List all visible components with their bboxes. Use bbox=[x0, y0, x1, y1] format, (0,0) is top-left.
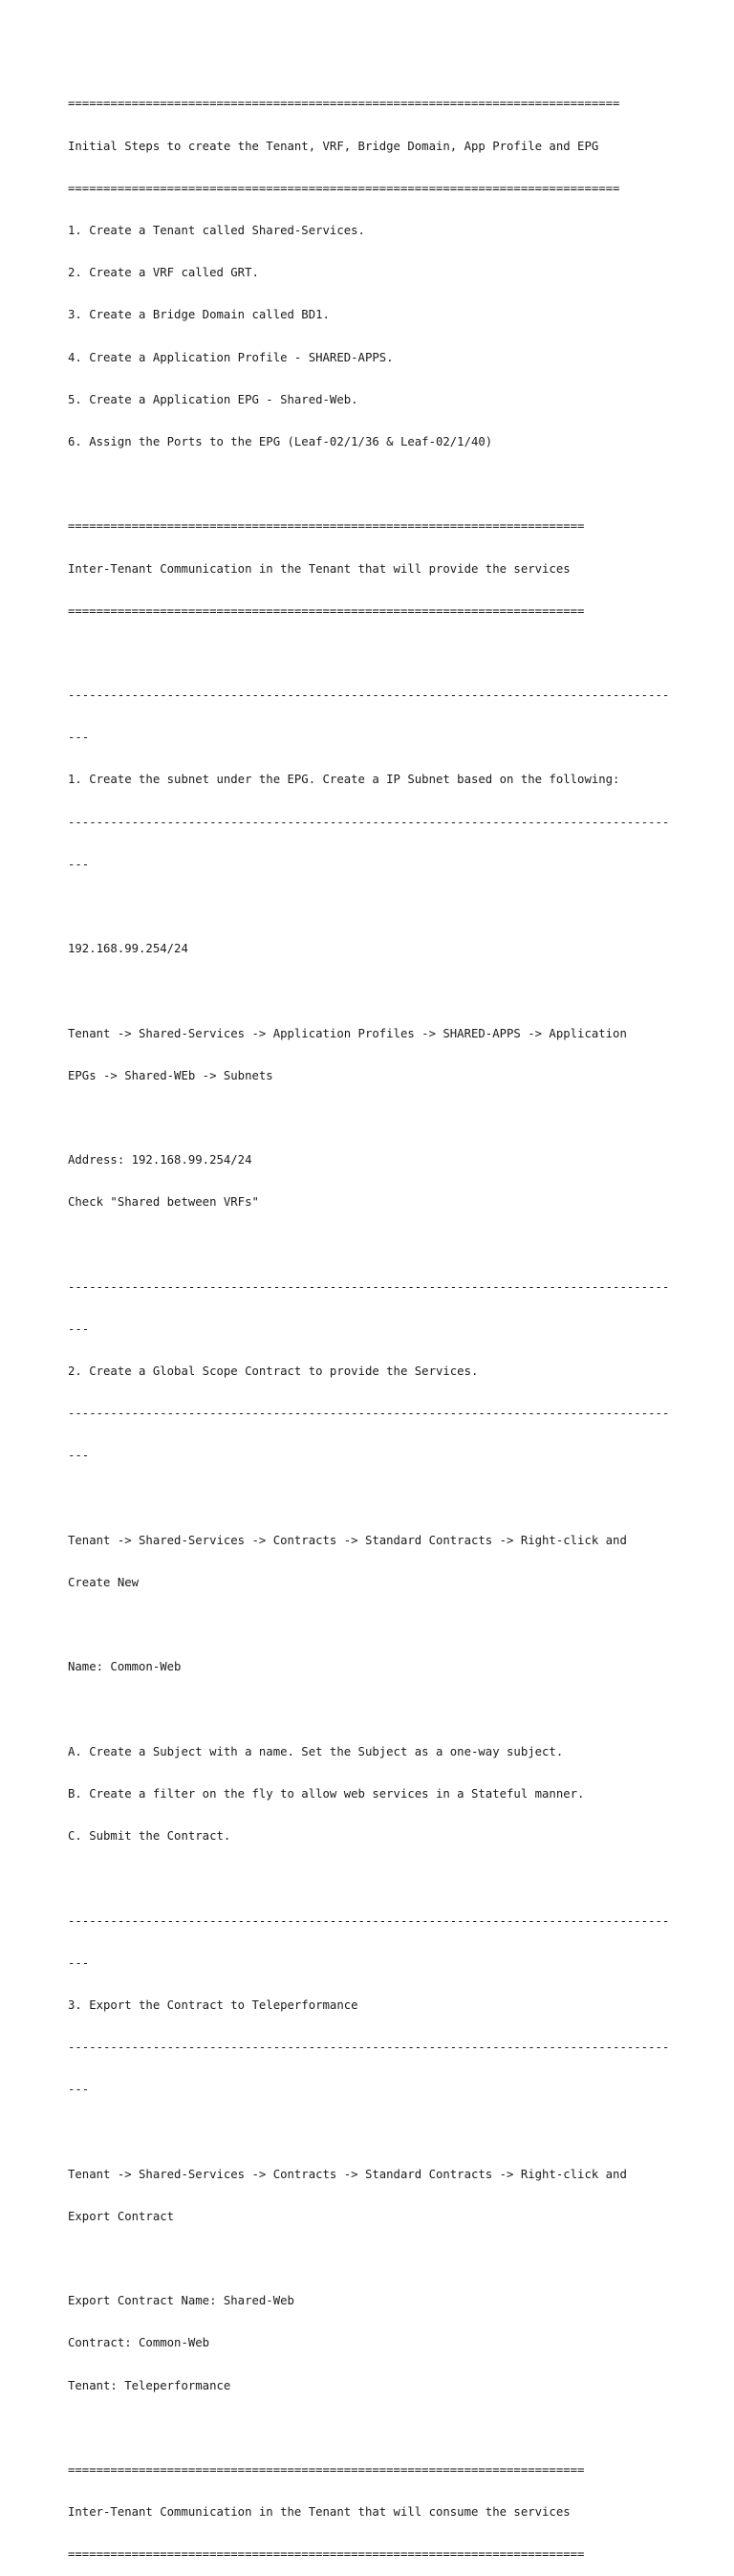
dash-divider-line: ------------------------------------------------------------------------------------- bbox=[68, 2041, 670, 2055]
step-item: 5. Create a Application EPG - Shared-Web. bbox=[68, 392, 358, 406]
blank-line bbox=[68, 477, 718, 491]
section-heading: Initial Steps to create the Tenant, VRF, Bridge Domain, App Profile and EPG bbox=[68, 139, 599, 153]
body-text: Name: Common-Web bbox=[68, 1660, 182, 1674]
dash-divider-line: ------------------------------------------------------------------------------------- bbox=[68, 1407, 670, 1421]
dash-divider-wrap: --- bbox=[68, 857, 90, 871]
divider-line: ============================================================================== bbox=[68, 181, 620, 195]
dash-divider-wrap: --- bbox=[68, 2083, 90, 2097]
blank-line bbox=[68, 2252, 718, 2266]
dash-divider-line: ------------------------------------------------------------------------------------- bbox=[68, 1279, 670, 1294]
dash-divider-wrap: --- bbox=[68, 1321, 90, 1336]
body-text: Contract: Common-Web bbox=[68, 2336, 210, 2350]
navigation-path: Tenant -> Shared-Services -> Application Profiles -> SHARED-APPS -> Application bbox=[68, 1026, 627, 1040]
divider-line: ========================================================================= bbox=[68, 603, 585, 618]
step-item: C. Submit the Contract. bbox=[68, 1829, 231, 1844]
divider-line: ========================================================================= bbox=[68, 2547, 585, 2562]
blank-line bbox=[68, 1703, 718, 1717]
blank-line bbox=[68, 1618, 718, 1632]
step-item: 3. Create a Bridge Domain called BD1. bbox=[68, 308, 330, 322]
body-text: 192.168.99.254/24 bbox=[68, 942, 188, 956]
dash-divider-line: ------------------------------------------------------------------------------------- bbox=[68, 688, 670, 703]
dash-divider-line: ------------------------------------------------------------------------------------- bbox=[68, 815, 670, 829]
divider-line: ========================================================================= bbox=[68, 519, 585, 534]
blank-line bbox=[68, 984, 718, 998]
blank-line bbox=[68, 1871, 718, 1886]
step-item: 6. Assign the Ports to the EPG (Leaf-02/1/36 & Leaf-02/1/40) bbox=[68, 434, 493, 448]
step-item: A. Create a Subject with a name. Set the Subject as a one-way subject. bbox=[68, 1744, 564, 1758]
dash-divider-wrap: --- bbox=[68, 731, 90, 745]
subsection-heading: 3. Export the Contract to Teleperformance bbox=[68, 1997, 358, 2012]
dash-divider-wrap: --- bbox=[68, 1955, 90, 1970]
blank-line bbox=[68, 2125, 718, 2139]
blank-line bbox=[68, 2421, 718, 2435]
dash-divider-wrap: --- bbox=[68, 1449, 90, 1463]
body-text: Export Contract Name: Shared-Web bbox=[68, 2294, 294, 2308]
section-heading: Inter-Tenant Communication in the Tenant that will consume the services bbox=[68, 2505, 571, 2520]
subsection-heading: 1. Create the subnet under the EPG. Create a IP Subnet based on the following: bbox=[68, 773, 620, 787]
blank-line bbox=[68, 900, 718, 914]
blank-line bbox=[68, 646, 718, 661]
navigation-path: EPGs -> Shared-WEb -> Subnets bbox=[68, 1068, 273, 1082]
navigation-path: Tenant -> Shared-Services -> Contracts -> Standard Contracts -> Right-click and bbox=[68, 2167, 627, 2181]
blank-line bbox=[68, 1111, 718, 1125]
section-heading: Inter-Tenant Communication in the Tenant that will provide the services bbox=[68, 561, 571, 576]
navigation-path: Create New bbox=[68, 1576, 140, 1590]
navigation-path: Tenant -> Shared-Services -> Contracts -> Standard Contracts -> Right-click and bbox=[68, 1533, 627, 1547]
blank-line bbox=[68, 1492, 718, 1506]
dash-divider-line: ------------------------------------------------------------------------------------- bbox=[68, 1913, 670, 1928]
body-text: Check "Shared between VRFs" bbox=[68, 1195, 259, 1210]
navigation-path: Export Contract bbox=[68, 2209, 175, 2223]
document-body bbox=[68, 69, 718, 2576]
step-item: 2. Create a VRF called GRT. bbox=[68, 266, 259, 280]
divider-line: ========================================================================= bbox=[68, 2462, 585, 2477]
subsection-heading: 2. Create a Global Scope Contract to provide the Services. bbox=[68, 1364, 479, 1379]
body-text: Tenant: Teleperformance bbox=[68, 2378, 231, 2392]
step-item: B. Create a filter on the fly to allow web services in a Stateful manner. bbox=[68, 1786, 585, 1801]
step-item: 1. Create a Tenant called Shared-Services. bbox=[68, 224, 365, 238]
divider-line: ============================================================================== bbox=[68, 97, 620, 111]
body-text: Address: 192.168.99.254/24 bbox=[68, 1153, 252, 1168]
step-item: 4. Create a Application Profile - SHARED-APPS. bbox=[68, 350, 394, 364]
blank-line bbox=[68, 1238, 718, 1253]
